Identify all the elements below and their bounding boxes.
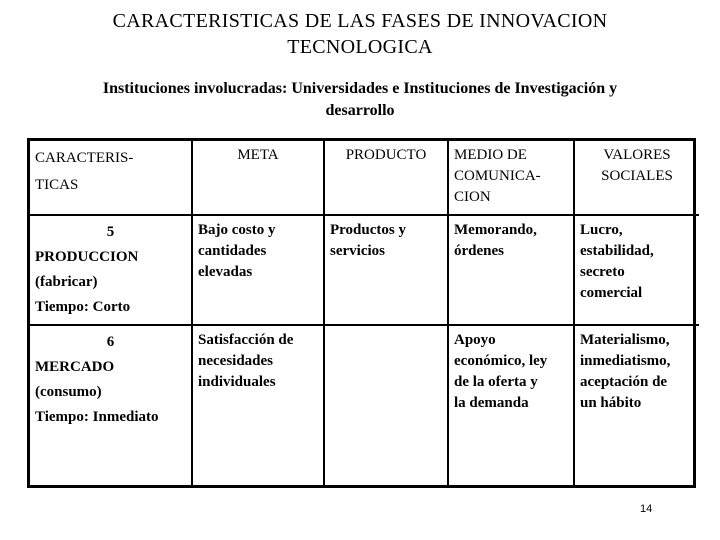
row-2-caracteristicas xyxy=(30,325,192,485)
row-2-valores: Materialismo, inmediatismo, aceptación de un hábito xyxy=(574,325,699,485)
subtitle-line-1: Instituciones involucradas: Universidades e Instituciones de Investigación y xyxy=(102,80,618,97)
row-2-producto xyxy=(324,325,448,485)
table-header-row xyxy=(30,141,699,215)
slide-title-line-1: CARACTERISTICAS DE LAS FASES DE INNOVACION xyxy=(112,10,608,32)
header-valores-sociales: VALORES SOCIALES xyxy=(574,141,699,215)
table-row xyxy=(30,215,699,325)
header-meta: META xyxy=(192,141,324,215)
slide-subtitle xyxy=(30,78,690,122)
row-2-phase: MERCADO xyxy=(35,359,115,375)
row-1-num: 5 xyxy=(106,224,115,240)
row-1-caracteristicas xyxy=(30,215,192,325)
header-medio-comunicacion: MEDIO DE COMUNICA- CION xyxy=(448,141,574,215)
row-1-tiempo: Tiempo: Corto xyxy=(35,299,131,315)
row-2-num: 6 xyxy=(106,334,115,350)
phases-table xyxy=(27,138,696,488)
row-1-phase: PRODUCCION xyxy=(35,249,139,265)
row-1-producto: Productos y servicios xyxy=(324,215,448,325)
slide-title xyxy=(0,8,720,60)
subtitle-line-2: desarrollo xyxy=(325,102,395,119)
page-number: 14 xyxy=(640,503,653,515)
row-2-medio: Apoyo económico, ley de la oferta y la demanda xyxy=(448,325,574,485)
row-2-phase-detail: (consumo) xyxy=(35,384,102,400)
row-1-medio: Memorando, órdenes xyxy=(448,215,574,325)
row-2-meta: Satisfacción de necesidades individuales xyxy=(192,325,324,485)
table-row xyxy=(30,325,699,485)
slide-title-line-2: TECNOLOGICA xyxy=(287,36,433,58)
row-1-phase-detail: (fabricar) xyxy=(35,274,98,290)
row-1-valores: Lucro, estabilidad, secreto comercial xyxy=(574,215,699,325)
header-caracteristicas: CARACTERIS- TICAS xyxy=(30,141,192,215)
row-1-meta: Bajo costo y cantidades elevadas xyxy=(192,215,324,325)
row-2-tiempo: Tiempo: Inmediato xyxy=(35,409,159,425)
header-producto: PRODUCTO xyxy=(324,141,448,215)
